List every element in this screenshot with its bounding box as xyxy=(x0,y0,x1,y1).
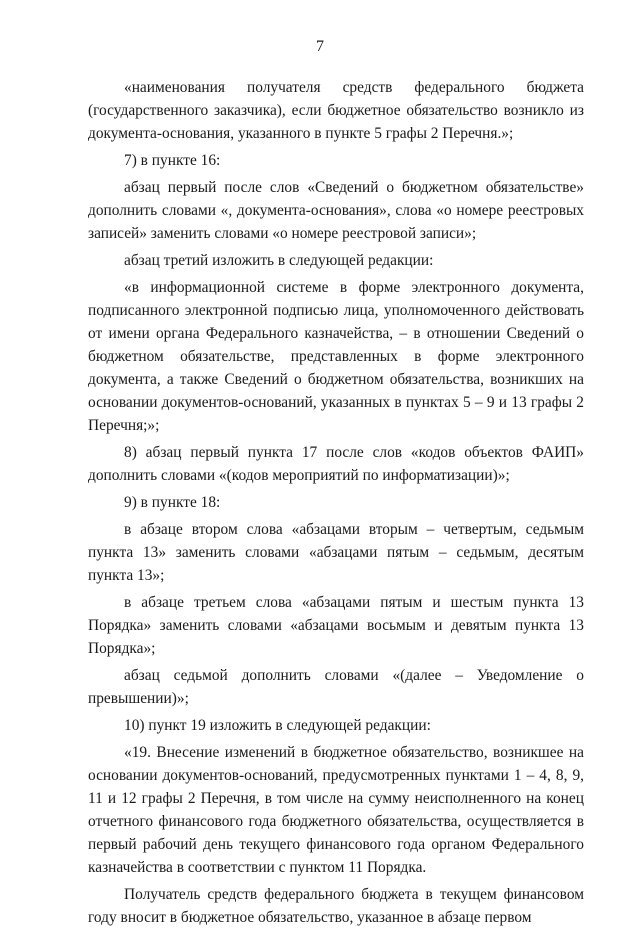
paragraph: в абзаце втором слова «абзацами вторым – четвертым, седьмым пункта 13» заменить словами «абзацами пятым – седьмым, десятым пункта 13»; xyxy=(88,521,584,584)
page-number: 7 xyxy=(316,38,324,55)
list-item-9: 9) в пункте 18: xyxy=(124,494,221,511)
paragraph: «наименования получателя средств федерального бюджета (государственного заказчика), если бюджетное обязательство возникло из документа-основания, указанного в пункте 5 графы 2 Перечня.»; xyxy=(88,79,584,142)
paragraph: «в информационной системе в форме электронного документа, подписанного электронной подписью лица, уполномоченного действовать от имени органа Федерального казначейства, – в отношении Сведений о бюджетном обязательстве, представленных в форме электронного документа, а также Сведений о бюджетном обязательства, возникших на основании документов-оснований, указанных в пунктах 5 – 9 и 13 графы 2 Перечня;»; xyxy=(88,279,584,434)
paragraph: в абзаце третьем слова «абзацами пятым и шестым пункта 13 Порядка» заменить словами «абзацами восьмым и девятым пункта 13 Порядка»; xyxy=(88,594,584,657)
paragraph: абзац седьмой дополнить словами «(далее – Уведомление о превышении)»; xyxy=(88,667,584,707)
paragraph: «19. Внесение изменений в бюджетное обязательство, возникшее на основании документов-оснований, предусмотренных пунктами 1 – 4, 8, 9, 11 и 12 графы 2 Перечня, в том числе на сумму неисполненного на конец отчетного финансового года бюджетного обязательства, осуществляется в первый рабочий день текущего финансового года органом Федерального казначейства в соответствии с пунктом 11 Порядка. xyxy=(88,744,584,876)
list-item-10: 10) пункт 19 изложить в следующей редакции: xyxy=(124,717,431,734)
list-item-8: 8) абзац первый пункта 17 после слов «кодов объектов ФАИП» дополнить словами «(кодов мероприятий по информатизации)»; xyxy=(88,444,584,484)
paragraph: абзац первый после слов «Сведений о бюджетном обязательстве» дополнить словами «, документа-основания», слова «о номере реестровых записей» заменить словами «о номере реестровой записи»; xyxy=(88,179,584,242)
paragraph: абзац третий изложить в следующей редакции: xyxy=(124,252,434,269)
document-body xyxy=(88,76,584,933)
paragraph: Получатель средств федерального бюджета в текущем финансовом году вносит в бюджетное обязательство, указанное в абзаце первом xyxy=(88,886,584,926)
list-item-7: 7) в пункте 16: xyxy=(124,152,221,169)
